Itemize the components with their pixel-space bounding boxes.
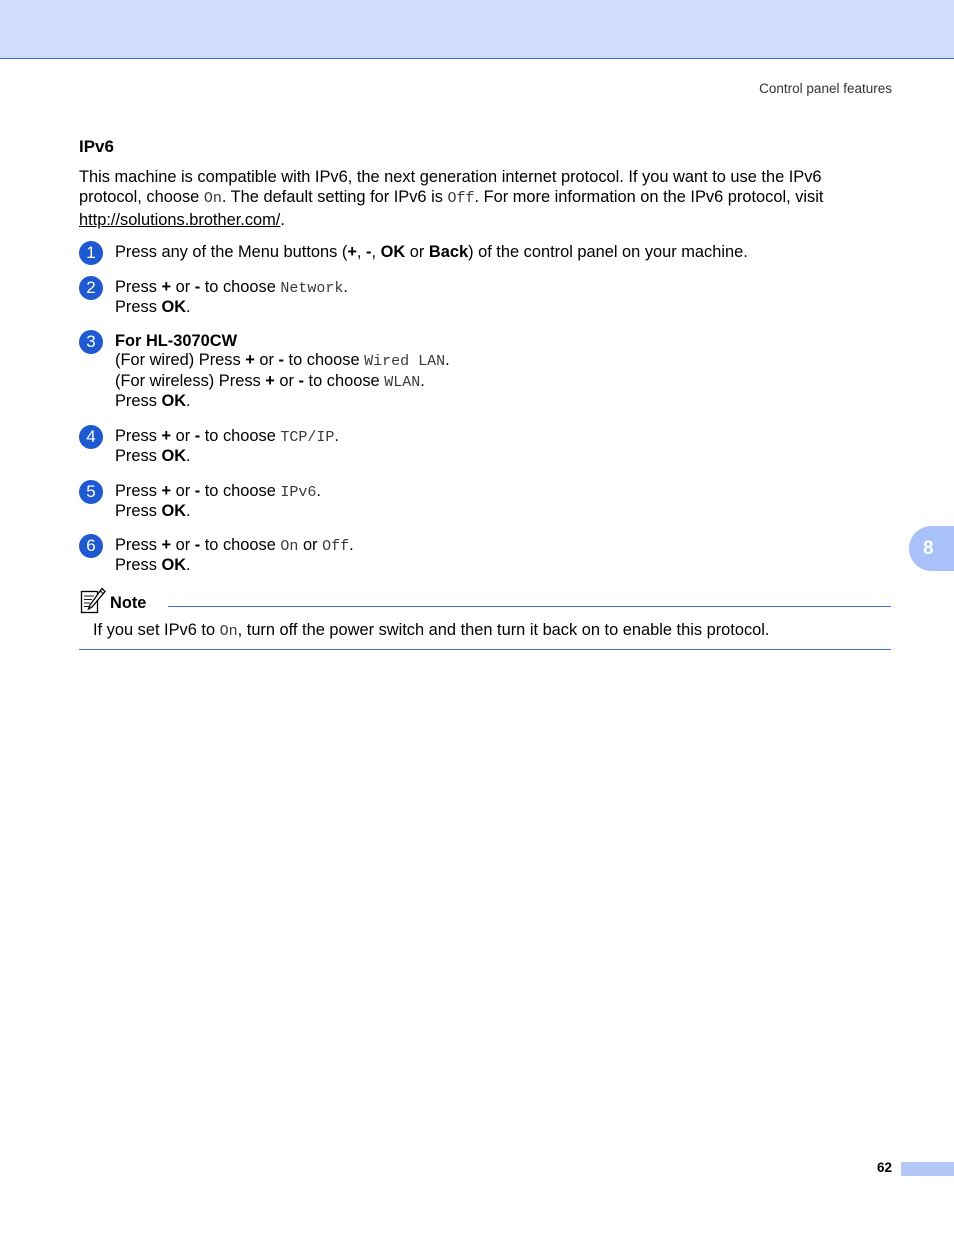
plus-key: + xyxy=(161,278,172,296)
ok-key: OK xyxy=(161,392,187,411)
text: or xyxy=(171,536,195,554)
plus-key: + xyxy=(245,351,255,370)
text: to choose xyxy=(283,351,365,370)
note-rule-top xyxy=(168,606,891,607)
minus-key: - xyxy=(278,351,284,370)
text: Press any of the Menu buttons ( xyxy=(115,243,348,261)
minus-key: - xyxy=(194,278,201,296)
model-heading: For HL-3070CW xyxy=(115,332,238,350)
text: or xyxy=(171,482,195,500)
menu-option: On xyxy=(280,538,299,555)
step-line xyxy=(115,332,875,351)
text: or xyxy=(171,427,195,445)
step-number: 5 xyxy=(79,480,103,504)
step-text xyxy=(115,243,875,262)
note-pencil-icon xyxy=(80,587,106,615)
step-line xyxy=(115,278,875,298)
step-line xyxy=(115,482,875,502)
text: . xyxy=(334,427,339,445)
menu-option: Wired LAN xyxy=(364,353,446,371)
menu-option: IPv6 xyxy=(280,484,317,501)
text: If you set IPv6 to xyxy=(93,621,220,639)
minus-key: - xyxy=(194,536,201,554)
text: , xyxy=(371,243,381,261)
text: ) of the control panel on your machine. xyxy=(468,243,748,261)
text: to choose xyxy=(304,371,385,390)
text: . xyxy=(186,392,191,411)
intro-text: This machine is compatible with IPv6, the next generation internet protocol. If you want to use the IPv6 protocol, choose xyxy=(79,168,822,207)
text: Press xyxy=(115,482,162,500)
text: (For wired) Press xyxy=(115,351,246,370)
intro-paragraph xyxy=(79,167,879,230)
step-line xyxy=(115,298,875,317)
text: Press xyxy=(115,392,162,411)
text: . xyxy=(186,298,191,317)
ok-key: OK xyxy=(380,243,406,261)
chapter-tab: 8 xyxy=(909,526,954,571)
text: Press xyxy=(115,556,162,575)
text: Press xyxy=(115,298,162,317)
step-line xyxy=(115,556,875,575)
text: Press xyxy=(115,427,162,445)
section-title: IPv6 xyxy=(79,137,114,156)
ok-key: OK xyxy=(161,502,187,521)
text: or xyxy=(405,243,429,261)
page-number-tab xyxy=(901,1162,954,1176)
setting-off: Off xyxy=(447,190,475,208)
plus-key: + xyxy=(161,482,172,500)
intro-text: . For more information on the IPv6 protocol, visit xyxy=(474,188,824,207)
plus-key: + xyxy=(161,536,172,554)
step-number: 6 xyxy=(79,534,103,558)
menu-option: TCP/IP xyxy=(280,429,335,446)
text: or xyxy=(254,351,279,370)
text: Press xyxy=(115,536,162,554)
text: (For wireless) Press xyxy=(115,371,266,390)
setting-on: On xyxy=(203,190,222,208)
step-text xyxy=(115,332,875,412)
text: . xyxy=(186,502,191,521)
ok-key: OK xyxy=(161,447,187,466)
step-line xyxy=(115,392,875,411)
step-text xyxy=(115,278,875,318)
text: or xyxy=(274,371,299,390)
step-text xyxy=(115,427,875,467)
menu-option: WLAN xyxy=(384,373,421,391)
minus-key: - xyxy=(366,243,372,261)
text: Press xyxy=(115,447,162,466)
header-band xyxy=(0,0,954,59)
text: Press xyxy=(115,278,162,296)
step-line xyxy=(115,536,875,556)
intro-text: . xyxy=(280,210,285,229)
running-header: Control panel features xyxy=(759,81,892,96)
menu-option: Network xyxy=(280,280,344,297)
text: . xyxy=(349,536,354,554)
step-number: 4 xyxy=(79,425,103,449)
back-key: Back xyxy=(428,243,469,261)
text: to choose xyxy=(200,482,281,500)
text: . xyxy=(186,556,191,575)
ok-key: OK xyxy=(161,298,187,317)
plus-key: + xyxy=(347,243,357,261)
note-text xyxy=(93,620,883,642)
step-text xyxy=(115,536,875,576)
text: or xyxy=(171,278,195,296)
step-number: 2 xyxy=(79,276,103,300)
text: . xyxy=(445,351,450,370)
text: . xyxy=(343,278,348,296)
step-number: 1 xyxy=(79,241,103,265)
plus-key: + xyxy=(265,371,275,390)
step-line xyxy=(115,427,875,447)
minus-key: - xyxy=(194,427,201,445)
intro-text: . The default setting for IPv6 is xyxy=(221,188,448,207)
minus-key: - xyxy=(194,482,201,500)
text: or xyxy=(298,536,323,554)
ok-key: OK xyxy=(161,556,187,575)
step-line xyxy=(115,447,875,466)
text: . xyxy=(420,371,425,390)
text: . xyxy=(316,482,321,500)
text: . xyxy=(186,447,191,466)
plus-key: + xyxy=(161,427,172,445)
brother-solutions-link[interactable]: http://solutions.brother.com/ xyxy=(79,210,281,229)
step-line xyxy=(115,502,875,521)
step-number: 3 xyxy=(79,330,103,354)
minus-key: - xyxy=(298,371,304,390)
text: to choose xyxy=(200,278,281,296)
page-number: 62 xyxy=(876,1160,892,1175)
step-text xyxy=(115,482,875,522)
text: , xyxy=(356,243,367,261)
menu-option: Off xyxy=(322,538,350,555)
step-line xyxy=(115,351,875,371)
note-label: Note xyxy=(110,594,147,612)
text: to choose xyxy=(200,536,281,554)
text: , turn off the power switch and then turn it back on to enable this protocol. xyxy=(237,621,770,639)
setting-on: On xyxy=(219,623,238,640)
step-line xyxy=(115,372,875,392)
note-rule-bottom xyxy=(79,649,891,650)
text: Press xyxy=(115,502,162,521)
text: to choose xyxy=(200,427,281,445)
